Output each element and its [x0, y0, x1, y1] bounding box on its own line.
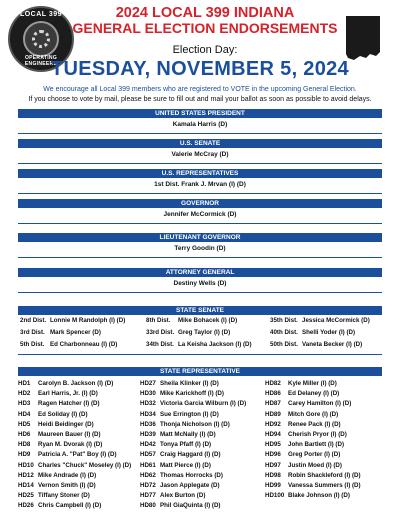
rep-district: HD62: [140, 471, 156, 479]
logo-top-text: LOCAL 399: [19, 11, 63, 18]
divider: [18, 354, 382, 355]
rep-district: HD6: [18, 431, 31, 438]
senate-candidate: Mike Bohacek (I) (D): [178, 317, 238, 324]
rep-candidate: Maureen Bauer (I) (D): [38, 431, 101, 438]
rep-candidate: Craig Haggard (I) (D): [160, 451, 221, 459]
divider: [18, 257, 382, 258]
senate-candidate: Shelli Yoder (I) (D): [302, 329, 356, 336]
state-senate-entry: [270, 341, 362, 348]
rep-candidate: Blake Johnson (I) (D): [288, 492, 350, 500]
rep-district: HD82: [265, 380, 281, 387]
rep-district: HD30: [140, 390, 156, 398]
rep-district: HD77: [140, 492, 156, 500]
rep-candidate: Matt McNally (I) (D): [160, 431, 216, 438]
senate-district: 5th Dist.: [20, 341, 45, 348]
rep-district: HD98: [265, 471, 281, 479]
state-senate-entry: [20, 341, 117, 348]
state-rep-entry: [140, 462, 211, 469]
divider: [18, 133, 382, 134]
rep-candidate: Robin Shackleford (I) (D): [288, 471, 361, 479]
rep-candidate: Vanessa Summers (I) (D): [288, 482, 361, 489]
rep-candidate: Matt Pierce (I) (D): [160, 461, 211, 469]
rep-district: HD39: [140, 431, 156, 438]
state-rep-entry: [265, 380, 337, 387]
title-line2: GENERAL ELECTION ENDORSEMENTS: [72, 20, 338, 36]
state-rep-entry: [18, 482, 96, 489]
indiana-map-icon: [340, 14, 386, 62]
rep-district: HD99: [265, 482, 281, 489]
state-rep-entry: [265, 390, 339, 397]
state-rep-entry: [140, 492, 205, 499]
rep-candidate: John Bartlett (I) (D): [288, 441, 345, 449]
rep-district: HD97: [265, 461, 281, 469]
rep-district: HD100: [265, 492, 285, 500]
rep-candidate: Carey Hamilton (I) (D): [288, 400, 352, 408]
rep-district: HD95: [265, 441, 281, 449]
state-rep-entry: [140, 421, 230, 428]
state-rep-entry: [265, 462, 342, 469]
rep-district: HD61: [140, 461, 156, 469]
rep-district: HD3: [18, 400, 31, 408]
rep-district: HD8: [18, 441, 31, 449]
section-president-title: UNITED STATES PRESIDENT: [18, 109, 382, 118]
senate-district: 40th Dist.: [270, 329, 298, 336]
section-state-senate-title: STATE SENATE: [18, 306, 382, 315]
state-rep-entry: [140, 411, 219, 418]
rep-district: HD25: [18, 492, 34, 500]
rep-candidate: Carolyn B. Jackson (I) (D): [38, 380, 114, 387]
senate-candidate: Jessica McCormick (D): [302, 317, 370, 324]
rep-district: HD27: [140, 380, 156, 387]
state-rep-entry: [265, 400, 351, 407]
state-rep-entry: [18, 400, 100, 407]
rep-candidate: Ragen Hatcher (I) (D): [38, 400, 100, 408]
rep-candidate: Vernon Smith (I) (D): [38, 482, 96, 489]
gear-icon: [32, 30, 50, 48]
rep-district: HD96: [265, 451, 281, 459]
section-governor-title: GOVERNOR: [18, 199, 382, 208]
state-rep-entry: [18, 462, 131, 469]
state-rep-entry: [140, 441, 211, 448]
senate-district: 8th Dist.: [146, 317, 171, 324]
rep-candidate: Heidi Beidinger (D): [38, 420, 94, 428]
mail-note: If you choose to vote by mail, please be sure to fill out and mail your ballot as soon as possible to avoid delays.: [28, 96, 372, 103]
divider: [18, 292, 382, 293]
senate-district: 35th Dist.: [270, 317, 298, 324]
senate-candidate: Vaneta Becker (I) (D): [302, 341, 363, 348]
rep-candidate: Patricia A. "Pat" Boy (I) (D): [38, 451, 117, 459]
rep-district: HD12: [18, 471, 34, 479]
state-rep-entry: [18, 451, 117, 458]
logo-bottom-text: OPERATING ENGINEERS: [24, 55, 58, 67]
rep-candidate: Mike Andrade (I) (D): [38, 471, 97, 479]
rep-district: HD34: [140, 410, 156, 418]
state-rep-entry: [265, 482, 361, 489]
us-senate-candidate: Valerie McCray (D): [171, 151, 229, 158]
rep-candidate: Ed Delaney (I) (D): [288, 390, 340, 398]
section-lt-governor-title: LIEUTENANT GOVERNOR: [18, 233, 382, 242]
state-rep-entry: [140, 451, 221, 458]
senate-candidate: La Keisha Jackson (I) (D): [178, 341, 252, 348]
title-line1: 2024 LOCAL 399 INDIANA: [115, 5, 295, 21]
rep-district: HD26: [18, 502, 34, 510]
rep-district: HD5: [18, 420, 31, 428]
state-rep-entry: [18, 431, 101, 438]
divider: [18, 223, 382, 224]
rep-candidate: Thomas Horrocks (D): [160, 471, 223, 479]
rep-district: HD36: [140, 420, 156, 428]
senate-district: 50th Dist.: [270, 341, 298, 348]
state-rep-entry: [18, 441, 102, 448]
us-reps-candidate: 1st Dist. Frank J. Mrvan (I) (D): [154, 181, 246, 188]
section-state-rep-title: STATE REPRESENTATIVE: [18, 367, 382, 376]
state-rep-entry: [265, 451, 340, 458]
state-senate-entry: [146, 341, 252, 348]
state-rep-entry: [265, 421, 341, 428]
header: [0, 0, 400, 110]
president-candidate: Kamala Harris (D): [172, 121, 228, 128]
rep-candidate: Justin Moed (I) (D): [288, 461, 342, 469]
divider: [18, 193, 382, 194]
senate-district: 34th Dist.: [146, 341, 174, 348]
state-rep-entry: [140, 472, 223, 479]
state-rep-entry: [18, 421, 94, 428]
rep-district: HD14: [18, 482, 34, 489]
state-rep-entry: [18, 380, 113, 387]
state-rep-entry: [265, 492, 350, 499]
state-rep-entry: [140, 482, 220, 489]
senate-district: 33rd Dist.: [146, 329, 175, 336]
rep-district: HD4: [18, 410, 31, 418]
state-rep-entry: [140, 380, 219, 387]
state-rep-entry: [140, 390, 224, 397]
state-senate-entry: [20, 317, 125, 324]
state-rep-entry: [18, 390, 98, 397]
rep-candidate: Cherish Pryor (I) (D): [288, 431, 347, 438]
senate-candidate: Mark Spencer (D): [50, 329, 101, 336]
state-senate-entry: [146, 317, 237, 324]
state-senate-entry: [270, 317, 370, 324]
state-rep-entry: [18, 492, 90, 499]
rep-candidate: Mitch Gore (I) (D): [288, 410, 339, 418]
state-rep-entry: [140, 400, 246, 407]
senate-district: 2nd Dist.: [20, 317, 47, 324]
state-senate-entry: [270, 329, 355, 336]
rep-district: HD32: [140, 400, 156, 408]
election-day-label: Election Day:: [172, 44, 238, 56]
rep-candidate: Greg Porter (I) (D): [288, 451, 341, 459]
state-rep-entry: [18, 502, 101, 509]
rep-candidate: Kyle Miller (I) (D): [288, 380, 337, 387]
state-rep-entry: [265, 441, 344, 448]
rep-candidate: Sue Errington (I) (D): [160, 410, 219, 418]
rep-district: HD87: [265, 400, 281, 408]
divider: [18, 163, 382, 164]
state-rep-entry: [18, 411, 88, 418]
rep-district: HD9: [18, 451, 31, 459]
state-rep-entry: [140, 502, 221, 509]
rep-candidate: Ryan M. Dvorak (I) (D): [38, 441, 103, 449]
rep-district: HD10: [18, 461, 34, 469]
senate-district: 3rd Dist.: [20, 329, 45, 336]
rep-candidate: Renee Pack (I) (D): [288, 420, 341, 428]
rep-candidate: Phil GiaQuinta (I) (D): [160, 502, 221, 510]
state-rep-entry: [18, 472, 96, 479]
lt-governor-candidate: Terry Goodin (D): [174, 245, 226, 252]
state-rep-entry: [140, 431, 216, 438]
rep-candidate: Charles "Chuck" Moseley (I) (D): [38, 461, 132, 469]
rep-candidate: Alex Burton (D): [160, 492, 206, 500]
vote-note: We encourage all Local 399 members who are registered to VOTE in the upcoming General Election.: [43, 86, 357, 93]
senate-candidate: Lonnie M Randolph (I) (D): [50, 317, 126, 324]
rep-district: HD80: [140, 502, 156, 510]
rep-district: HD2: [18, 390, 31, 398]
rep-district: HD42: [140, 441, 156, 449]
rep-candidate: Thonja Nicholson (I) (D): [160, 420, 230, 428]
rep-candidate: Chris Campbell (I) (D): [38, 502, 102, 510]
rep-district: HD94: [265, 431, 281, 438]
state-rep-entry: [265, 411, 338, 418]
rep-candidate: Sheila Klinker (I) (D): [160, 380, 219, 387]
attorney-general-candidate: Destiny Wells (D): [173, 280, 227, 287]
rep-candidate: Tiffany Stoner (D): [38, 492, 90, 500]
rep-district: HD72: [140, 482, 156, 489]
rep-district: HD92: [265, 420, 281, 428]
section-us-senate-title: U.S. SENATE: [18, 139, 382, 148]
section-attorney-general-title: ATTORNEY GENERAL: [18, 268, 382, 277]
state-senate-entry: [20, 329, 101, 336]
rep-district: HD86: [265, 390, 281, 398]
state-rep-entry: [265, 472, 361, 479]
state-rep-entry: [265, 431, 347, 438]
rep-candidate: Jason Applegate (D): [160, 482, 220, 489]
rep-candidate: Tonya Pfaff (I) (D): [160, 441, 212, 449]
state-senate-entry: [146, 329, 230, 336]
election-date: TUESDAY, NOVEMBER 5, 2024: [51, 58, 349, 80]
senate-candidate: Ed Charbonneau (I) (D): [50, 341, 118, 348]
rep-candidate: Mike Karickhoff (I) (D): [160, 390, 224, 398]
rep-candidate: Victoria Garcia Wilburn (I) (D): [160, 400, 247, 408]
rep-district: HD89: [265, 410, 281, 418]
senate-candidate: Greg Taylor (I) (D): [178, 329, 231, 336]
rep-district: HD1: [18, 380, 31, 387]
rep-district: HD57: [140, 451, 156, 459]
governor-candidate: Jennifer McCormick (D): [163, 211, 237, 218]
rep-candidate: Earl Harris, Jr. (I) (D): [38, 390, 98, 398]
section-us-reps-title: U.S. REPRESENTATIVES: [18, 169, 382, 178]
rep-candidate: Ed Soliday (I) (D): [38, 410, 88, 418]
